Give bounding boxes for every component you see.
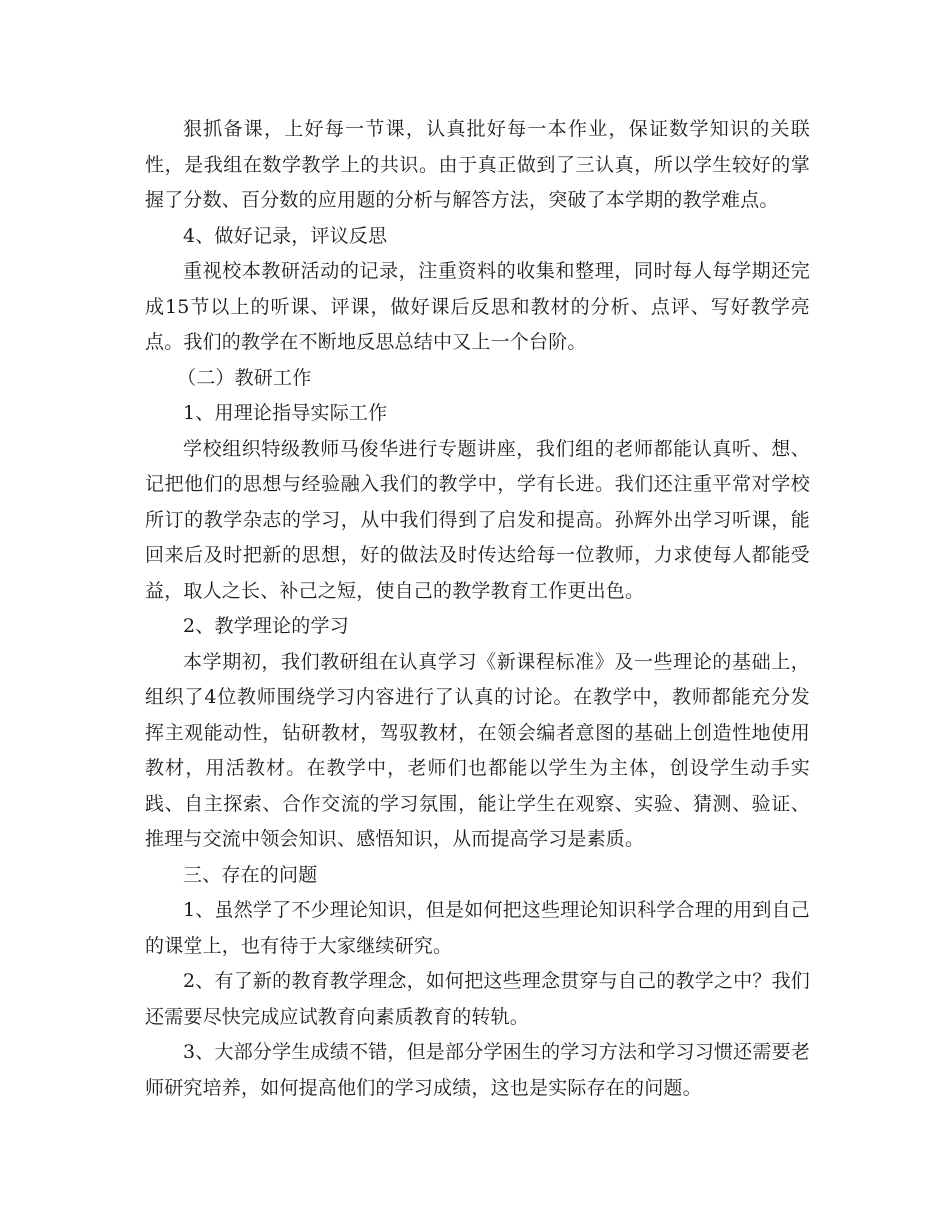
body-paragraph: 本学期初，我们教研组在认真学习《新课程标准》及一些理论的基础上，组织了4位教师围绕学习内容进行了认真的讨论。在教学中，教师都能充分发挥主观能动性，钻研教材，驾驭教材，在领会编者意图的基础上创造性地使用教材，用活教材。在教学中，老师们也都能以学生为主体，创设学生动手实践、自主探索、合作交流的学习氛围，能让学生在观察、实验、猜测、验证、推理与交流中领会知识、感悟知识，从而提高学习是素质。: [145, 650, 810, 850]
body-paragraph: 重视校本教研活动的记录，注重资料的收集和整理，同时每人每学期还完成15节以上的听课、评课，做好课后反思和教材的分析、点评、写好教学亮点。我们的教学在不断地反思总结中又上一个台阶。: [145, 260, 810, 353]
body-paragraph: 学校组织特级教师马俊华进行专题讲座，我们组的老师都能认真听、想、记把他们的思想与经验融入我们的教学中，学有长进。我们还注重平常对学校所订的教学杂志的学习，从中我们得到了启发和提高。孙辉外出学习听课，能回来后及时把新的思想，好的做法及时传达给每一位教师，力求使每人都能受益，取人之长、补己之短，使自己的教学教育工作更出色。: [145, 437, 810, 602]
body-paragraph: 3、大部分学生成绩不错，但是部分学困生的学习方法和学习习惯还需要老师研究培养，如何提高他们的学习成绩，这也是实际存在的问题。: [145, 1041, 810, 1099]
body-paragraph: 1、虽然学了不少理论知识，但是如何把这些理论知识科学合理的用到自己的课堂上，也有待于大家继续研究。: [145, 899, 810, 957]
body-paragraph: 狠抓备课，上好每一节课，认真批好每一本作业，保证数学知识的关联性，是我组在数学教学上的共识。由于真正做到了三认真，所以学生较好的掌握了分数、百分数的应用题的分析与解答方法，突破了本学期的教学难点。: [145, 118, 810, 211]
section-heading: 三、存在的问题: [183, 863, 318, 886]
section-heading: 4、做好记录，评议反思: [183, 224, 388, 247]
section-heading: 2、教学理论的学习: [183, 615, 349, 637]
subsection-heading: （二）教研工作: [177, 366, 312, 389]
document-body: [145, 112, 810, 1106]
section-heading: 1、用理论指导实际工作: [183, 402, 388, 424]
body-paragraph: 2、有了新的教育教学理念，如何把这些理念贯穿与自己的教学之中？我们还需要尽快完成应试教育向素质教育的转轨。: [145, 970, 810, 1028]
